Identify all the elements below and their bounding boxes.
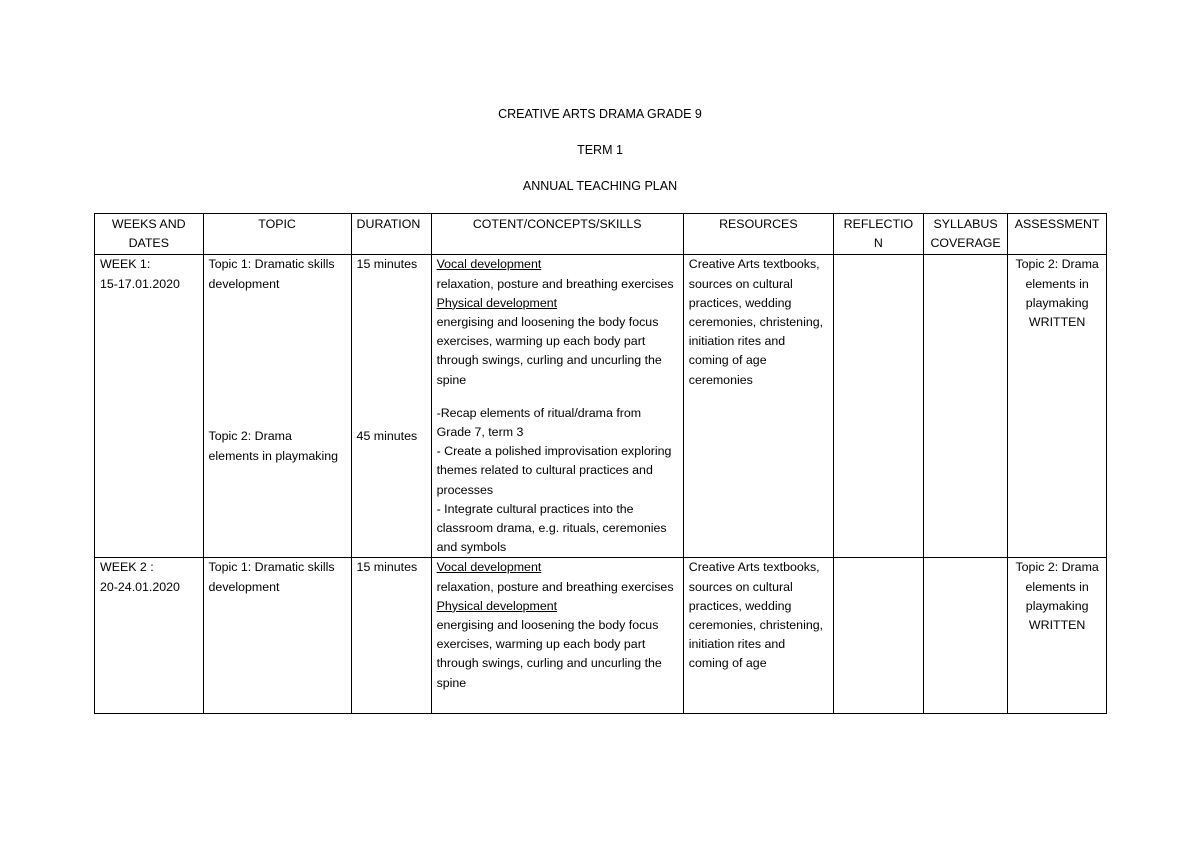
- content-cell: [431, 255, 683, 558]
- reflection-cell: [833, 558, 923, 714]
- resources-cell: [683, 558, 833, 714]
- week-label: WEEK 1:: [100, 257, 151, 272]
- duration-2: 45 minutes: [356, 429, 418, 444]
- assessment-cell: [1008, 558, 1107, 714]
- table-row: [95, 558, 1107, 714]
- topic-cell: [203, 255, 351, 558]
- resources-text: Creative Arts textbooks, sources on cultural practices, wedding ceremonies, christening, initiation rites and coming of age ceremonies: [688, 257, 824, 387]
- content2-item: - Integrate cultural practices into the classroom drama, e.g. rituals, ceremonies and symbols: [436, 501, 667, 555]
- physical-heading: Physical development: [436, 295, 558, 310]
- table-header-row: [95, 214, 1107, 255]
- content-cell: [431, 558, 683, 714]
- week-dates: 20-24.01.2020: [100, 579, 180, 594]
- topic-2: Topic 2: Drama elements in playmaking: [208, 429, 339, 463]
- week-label: WEEK 2 :: [100, 560, 154, 575]
- week-cell: [95, 255, 204, 558]
- vocal-heading: Vocal development: [436, 560, 542, 575]
- topic-1: Topic 1: Dramatic skills development: [208, 560, 335, 594]
- term-label: TERM 1: [577, 143, 623, 157]
- content2-item: -Recap elements of ritual/drama from Grade 7, term 3: [436, 405, 642, 440]
- header-syllabus-text: SYLLABUS COVERAGE: [930, 217, 1001, 251]
- week-dates: 15-17.01.2020: [100, 276, 180, 291]
- document-title: CREATIVE ARTS DRAMA GRADE 9: [498, 107, 702, 121]
- header-weeks: WEEKS AND DATES: [95, 214, 204, 255]
- header-resources: RESOURCES: [683, 214, 833, 255]
- duration-cell: [351, 558, 431, 714]
- duration-cell: [351, 255, 431, 558]
- reflection-cell: [833, 255, 923, 558]
- assessment-text: Topic 2: Drama elements in playmaking WRITTEN: [1015, 257, 1099, 330]
- syllabus-cell: [923, 255, 1007, 558]
- resources-cell: [683, 255, 833, 558]
- topic-cell: [203, 558, 351, 714]
- week-cell: [95, 558, 204, 714]
- assessment-cell: [1008, 255, 1107, 558]
- assessment-text: Topic 2: Drama elements in playmaking WRITTEN: [1015, 560, 1099, 633]
- header-assessment: ASSESSMENT: [1008, 214, 1107, 255]
- header-reflection: REFLECTIO N: [833, 214, 923, 255]
- teaching-plan-table: [94, 213, 1107, 714]
- header-content: COTENT/CONCEPTS/SKILLS: [431, 214, 683, 255]
- physical-text: energising and loosening the body focus exercises, warming up each body part through swings, curling and uncurling the spine: [436, 618, 662, 690]
- vocal-text: relaxation, posture and breathing exercises: [436, 579, 674, 594]
- header-duration: DURATION: [351, 214, 431, 255]
- document-subtitle: ANNUAL TEACHING PLAN: [522, 179, 678, 193]
- resources-text: Creative Arts textbooks, sources on cultural practices, wedding ceremonies, christening, initiation rites and coming of age: [688, 560, 824, 671]
- duration-1: 15 minutes: [356, 560, 418, 575]
- topic-1: Topic 1: Dramatic skills development: [208, 257, 335, 291]
- header-topic: TOPIC: [203, 214, 351, 255]
- vocal-heading: Vocal development: [436, 257, 542, 272]
- duration-1: 15 minutes: [356, 257, 418, 272]
- header-syllabus: [923, 214, 1007, 255]
- vocal-text: relaxation, posture and breathing exercises: [436, 276, 674, 291]
- physical-text: energising and loosening the body focus exercises, warming up each body part through swings, curling and uncurling the spine: [436, 315, 662, 387]
- content2-item: - Create a polished improvisation exploring themes related to cultural practices and processes: [436, 444, 672, 497]
- syllabus-cell: [923, 558, 1007, 714]
- table-row: [95, 255, 1107, 558]
- physical-heading: Physical development: [436, 598, 558, 613]
